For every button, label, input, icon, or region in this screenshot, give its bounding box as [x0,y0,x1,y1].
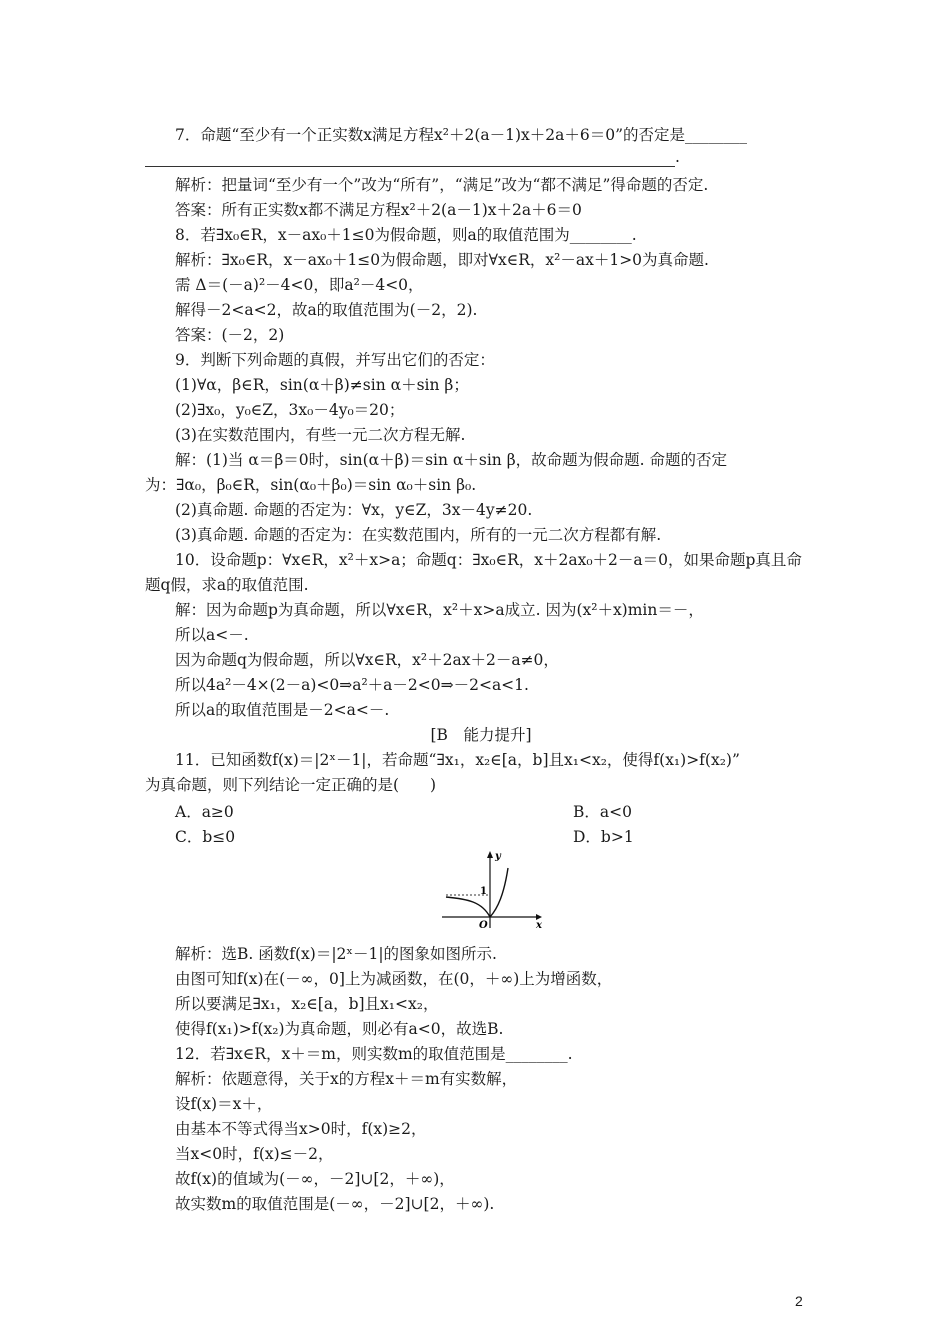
q10-solution-1: 解：因为命题p为真命题，所以∀x∈R，x²＋x>a成立. 因为(x²＋x)min＝－， [175,601,704,619]
y-axis-arrow [487,851,493,858]
origin-label: O [479,920,488,930]
section-heading-b: [B 能力提升] [430,726,532,744]
q8-answer: 答案：(－2，2) [175,326,285,344]
q9-part-1: (1)∀α，β∈R，sin(α＋β)≠sin α＋sin β； [175,376,469,394]
q11-stem: 11．已知函数f(x)＝|2ˣ－1|，若命题“∃x₁，x₂∈[a，b]且x₁<x₂，使得f(x₁)>f(x₂)” [175,751,740,769]
q8-analysis-1: 解析：∃x₀∈R，x－ax₀＋1≤0为假命题，即对∀x∈R，x²－ax＋1>0为真命题. [175,251,709,269]
function-graph [438,848,544,930]
q12-stem: 12．若∃x∈R，x＋＝m，则实数m的取值范围是________. [175,1045,573,1063]
option-d: D．b>1 [573,828,634,846]
q9-stem: 9．判断下列命题的真假，并写出它们的否定： [175,351,495,369]
q10-stem-cont: 题q假，求a的取值范围. [145,576,309,594]
y-label: y [495,851,501,862]
q8-stem: 8．若∃x₀∈R，x－ax₀＋1≤0为假命题，则a的取值范围为________. [175,226,637,244]
q11-analysis-2: 由图可知f(x)在(－∞，0]上为减函数，在(0，＋∞)上为增函数， [175,970,613,988]
q10-solution-4: 所以4a²－4×(2－a)<0⇒a²＋a－2<0⇒－2<a<1. [175,676,529,694]
q12-analysis-3: 由基本不等式得当x>0时，f(x)≥2， [175,1120,427,1138]
q7-stem: 7．命题“至少有一个正实数x满足方程x²＋2(a－1)x＋2a＋6＝0”的否定是________ [175,126,748,144]
q9-solution-1-cont: 为：∃α₀，β₀∈R，sin(α₀＋β₀)＝sin α₀＋sin β₀. [145,476,477,494]
q11-analysis-1: 解析：选B. 函数f(x)＝|2ˣ－1|的图象如图所示. [175,945,497,963]
q10-solution-3: 因为命题q为假命题，所以∀x∈R，x²＋2ax＋2－a≠0， [175,651,559,669]
q9-solution-3: (3)真命题. 命题的否定为：在实数范围内，所有的一元二次方程都有解. [175,526,662,544]
page-number: 2 [795,1293,803,1309]
q10-solution-5: 所以a的取值范围是－2<a<－. [175,701,390,719]
curve-right [490,868,508,917]
q8-analysis-2: 需 Δ＝(－a)²－4<0，即a²－4<0， [175,276,424,294]
q9-part-3: (3)在实数范围内，有些一元二次方程无解. [175,426,466,444]
q7-answer: 答案：所有正实数x都不满足方程x²＋2(a－1)x＋2a＋6＝0 [175,201,582,219]
q7-blank-period: . [675,148,680,166]
q12-analysis-2: 设f(x)＝x＋， [175,1095,273,1113]
q9-solution-2: (2)真命题. 命题的否定为：∀x，y∈Z，3x－4y≠20. [175,501,533,519]
option-c: C．b≤0 [175,828,236,846]
q11-analysis-3: 所以要满足∃x₁，x₂∈[a，b]且x₁<x₂， [175,995,439,1013]
one-label: 1 [480,886,487,897]
q7-answer-blank [145,166,675,167]
q9-part-2: (2)∃x₀，y₀∈Z，3x₀－4y₀＝20； [175,401,405,419]
q12-analysis-1: 解析：依题意得，关于x的方程x＋＝m有实数解， [175,1070,518,1088]
q11-stem-cont: 为真命题，则下列结论一定正确的是( ) [145,776,437,794]
option-b: B．a<0 [573,803,632,821]
option-a: A．a≥0 [175,803,234,821]
q12-analysis-6: 故实数m的取值范围是(－∞，－2]∪[2，＋∞). [175,1195,495,1213]
q12-analysis-4: 当x<0时，f(x)≤－2， [175,1145,334,1163]
q7-analysis: 解析：把量词“至少有一个”改为“所有”，“满足”改为“都不满足”得命题的否定. [175,176,709,194]
curve-left [446,897,490,917]
q10-solution-2: 所以a<－. [175,626,249,644]
q11-analysis-4: 使得f(x₁)>f(x₂)为真命题，则必有a<0，故选B. [175,1020,504,1038]
q12-analysis-5: 故f(x)的值域为(－∞，－2]∪[2，＋∞)， [175,1170,455,1188]
q9-solution-1: 解：(1)当 α＝β＝0时，sin(α＋β)＝sin α＋sin β，故命题为假命题. 命题的否定 [175,451,728,469]
q8-analysis-3: 解得－2<a<2，故a的取值范围为(－2，2). [175,301,478,319]
x-label: x [536,920,542,930]
q10-stem: 10．设命题p：∀x∈R，x²＋x>a；命题q：∃x₀∈R，x＋2ax₀＋2－a＝0，如果命题p真且命 [175,551,802,569]
